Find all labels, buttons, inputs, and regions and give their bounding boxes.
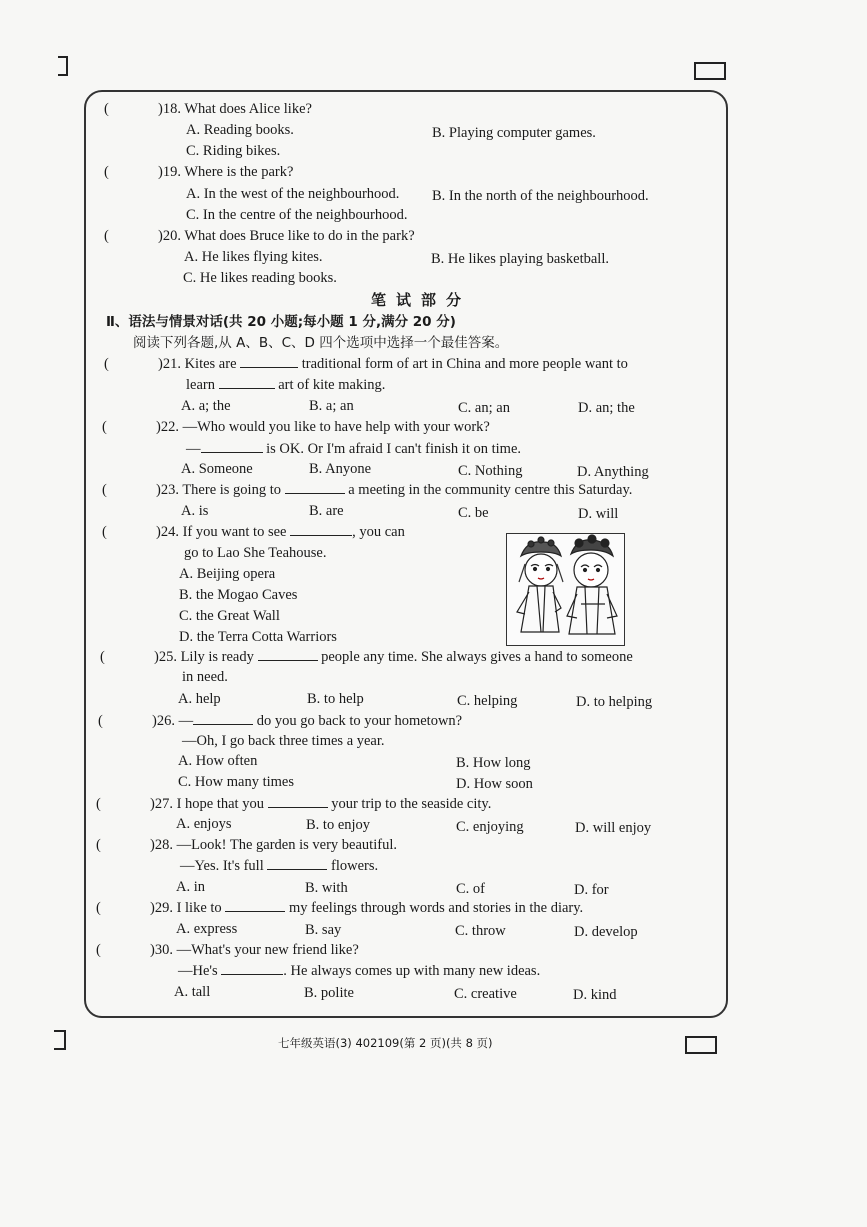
option-23-c: C. be	[458, 505, 489, 521]
option-25-a: A. help	[178, 691, 221, 707]
option-30-d: D. kind	[573, 987, 617, 1003]
option-20-c: C. He likes reading books.	[183, 270, 337, 286]
option-24-c: C. the Great Wall	[179, 608, 280, 624]
answer-paren: (	[96, 900, 101, 916]
question-26-line-2: —Oh, I go back three times a year.	[182, 733, 385, 749]
option-24-a: A. Beijing opera	[179, 566, 276, 582]
question-20: )20. What does Bruce like to do in the park?	[158, 228, 415, 244]
option-18-b: B. Playing computer games.	[432, 125, 596, 141]
option-21-c: C. an; an	[458, 400, 510, 416]
q24-text-1: )24. If you want to see	[156, 524, 291, 540]
q30-text-2: . He always comes up with many new ideas.	[283, 963, 541, 979]
question-30-line-2	[178, 962, 540, 980]
answer-paren: (	[96, 942, 101, 958]
question-28: )28. —Look! The garden is very beautiful.	[150, 837, 397, 853]
q28-text-1: —Yes. It's full	[180, 858, 268, 874]
question-30: )30. —What's your new friend like?	[150, 942, 359, 958]
q28-text-2: flowers.	[327, 858, 379, 874]
option-25-d: D. to helping	[576, 694, 653, 710]
option-26-a: A. How often	[178, 753, 258, 769]
option-21-d: D. an; the	[578, 400, 635, 416]
beijing-opera-illustration	[506, 533, 625, 646]
q23-text-1: )23. There is going to	[156, 482, 285, 498]
option-19-b: B. In the north of the neighbourhood.	[432, 188, 649, 204]
option-27-a: A. enjoys	[176, 816, 232, 832]
question-19: )19. Where is the park?	[158, 164, 294, 180]
option-26-b: B. How long	[456, 755, 531, 771]
blank	[285, 481, 345, 494]
option-30-b: B. polite	[304, 985, 354, 1001]
option-25-b: B. to help	[307, 691, 364, 707]
q22-text: is OK. Or I'm afraid I can't finish it on time.	[262, 441, 522, 457]
blank	[267, 857, 327, 870]
blank	[201, 440, 263, 453]
answer-paren: (	[98, 713, 103, 729]
q24-text-2: , you can	[352, 524, 405, 540]
blank	[258, 648, 318, 661]
answer-paren: (	[104, 101, 109, 117]
option-28-b: B. with	[305, 880, 348, 896]
option-22-b: B. Anyone	[309, 461, 372, 477]
q29-text-1: )29. I like to	[150, 900, 226, 916]
question-29	[150, 899, 583, 917]
corner-mark-bottom-left	[54, 1030, 66, 1050]
option-20-b: B. He likes playing basketball.	[431, 251, 609, 267]
answer-paren: (	[102, 524, 107, 540]
q22-dash: —	[186, 441, 201, 457]
question-21-line-2	[186, 376, 385, 394]
question-23	[156, 481, 632, 499]
answer-paren: (	[96, 796, 101, 812]
question-27	[150, 795, 491, 813]
q21-text-1: )21. Kites are	[158, 356, 241, 372]
answer-paren: (	[104, 228, 109, 244]
question-25-line-2: in need.	[182, 669, 228, 685]
q27-text-2: your trip to the seaside city.	[327, 796, 492, 812]
q27-text-1: )27. I hope that you	[150, 796, 268, 812]
option-28-a: A. in	[176, 879, 205, 895]
option-30-c: C. creative	[454, 986, 517, 1002]
answer-paren: (	[104, 164, 109, 180]
option-27-b: B. to enjoy	[306, 817, 371, 833]
answer-paren: (	[104, 356, 109, 372]
q21-text-4: art of kite making.	[274, 377, 386, 393]
blank	[219, 376, 275, 389]
blank	[193, 712, 253, 725]
page-footer: 七年级英语(3) 402109(第 2 页)(共 8 页)	[278, 1036, 493, 1050]
question-24-line-2: go to Lao She Teahouse.	[184, 545, 327, 561]
option-30-a: A. tall	[174, 984, 211, 1000]
q21-text-3: learn	[186, 377, 219, 393]
option-24-b: B. the Mogao Caves	[179, 587, 298, 603]
option-19-a: A. In the west of the neighbourhood.	[186, 186, 400, 202]
question-21	[158, 355, 628, 373]
blank	[221, 962, 283, 975]
option-27-d: D. will enjoy	[575, 820, 652, 836]
answer-paren: (	[100, 649, 105, 665]
corner-mark-bottom-right	[685, 1036, 717, 1054]
answer-paren: (	[102, 482, 107, 498]
option-22-c: C. Nothing	[458, 463, 523, 479]
q23-text-2: a meeting in the community centre this Saturday.	[344, 482, 633, 498]
question-24	[156, 523, 405, 541]
section-title: Ⅱ、语法与情景对话(共 20 小题;每小题 1 分,满分 20 分)	[106, 314, 456, 330]
blank	[240, 355, 298, 368]
option-29-d: D. develop	[574, 924, 638, 940]
option-22-a: A. Someone	[181, 461, 253, 477]
blank	[268, 795, 328, 808]
question-26	[152, 712, 462, 730]
option-28-c: C. of	[456, 881, 485, 897]
question-22: )22. —Who would you like to have help with your work?	[156, 419, 490, 435]
option-22-d: D. Anything	[577, 464, 649, 480]
q21-text-2: traditional form of art in China and more people want to	[298, 356, 628, 372]
question-28-line-2	[180, 857, 378, 875]
blank	[225, 899, 285, 912]
corner-mark-top-left	[58, 56, 68, 76]
q25-text-1: )25. Lily is ready	[154, 649, 258, 665]
option-29-a: A. express	[176, 921, 238, 937]
answer-paren: (	[96, 837, 101, 853]
option-23-d: D. will	[578, 506, 619, 522]
option-29-c: C. throw	[455, 923, 506, 939]
option-21-a: A. a; the	[181, 398, 231, 414]
q26-text-2: do you go back to your hometown?	[253, 713, 463, 729]
q26-text-1: )26. —	[152, 713, 194, 729]
question-25	[154, 648, 633, 666]
opera-figures-image	[507, 534, 624, 645]
option-20-a: A. He likes flying kites.	[184, 249, 323, 265]
answer-paren: (	[102, 419, 107, 435]
option-25-c: C. helping	[457, 693, 518, 709]
option-27-c: C. enjoying	[456, 819, 524, 835]
option-18-c: C. Riding bikes.	[186, 143, 281, 159]
option-26-d: D. How soon	[456, 776, 533, 792]
blank	[290, 523, 352, 536]
option-18-a: A. Reading books.	[186, 122, 294, 138]
option-19-c: C. In the centre of the neighbourhood.	[186, 207, 408, 223]
option-23-a: A. is	[181, 503, 209, 519]
option-23-b: B. are	[309, 503, 344, 519]
option-26-c: C. How many times	[178, 774, 294, 790]
section-instruction: 阅读下列各题,从 A、B、C、D 四个选项中选择一个最佳答案。	[133, 335, 509, 351]
option-28-d: D. for	[574, 882, 609, 898]
option-21-b: B. a; an	[309, 398, 354, 414]
question-22-line-2	[186, 440, 521, 458]
written-test-heading: 笔试部分	[371, 291, 472, 309]
option-24-d: D. the Terra Cotta Warriors	[179, 629, 337, 645]
corner-mark-top-right	[694, 62, 726, 80]
q29-text-2: my feelings through words and stories in the diary.	[285, 900, 584, 916]
q30-text-1: —He's	[178, 963, 222, 979]
option-29-b: B. say	[305, 922, 342, 938]
q25-text-2: people any time. She always gives a hand to someone	[317, 649, 633, 665]
question-18: )18. What does Alice like?	[158, 101, 312, 117]
